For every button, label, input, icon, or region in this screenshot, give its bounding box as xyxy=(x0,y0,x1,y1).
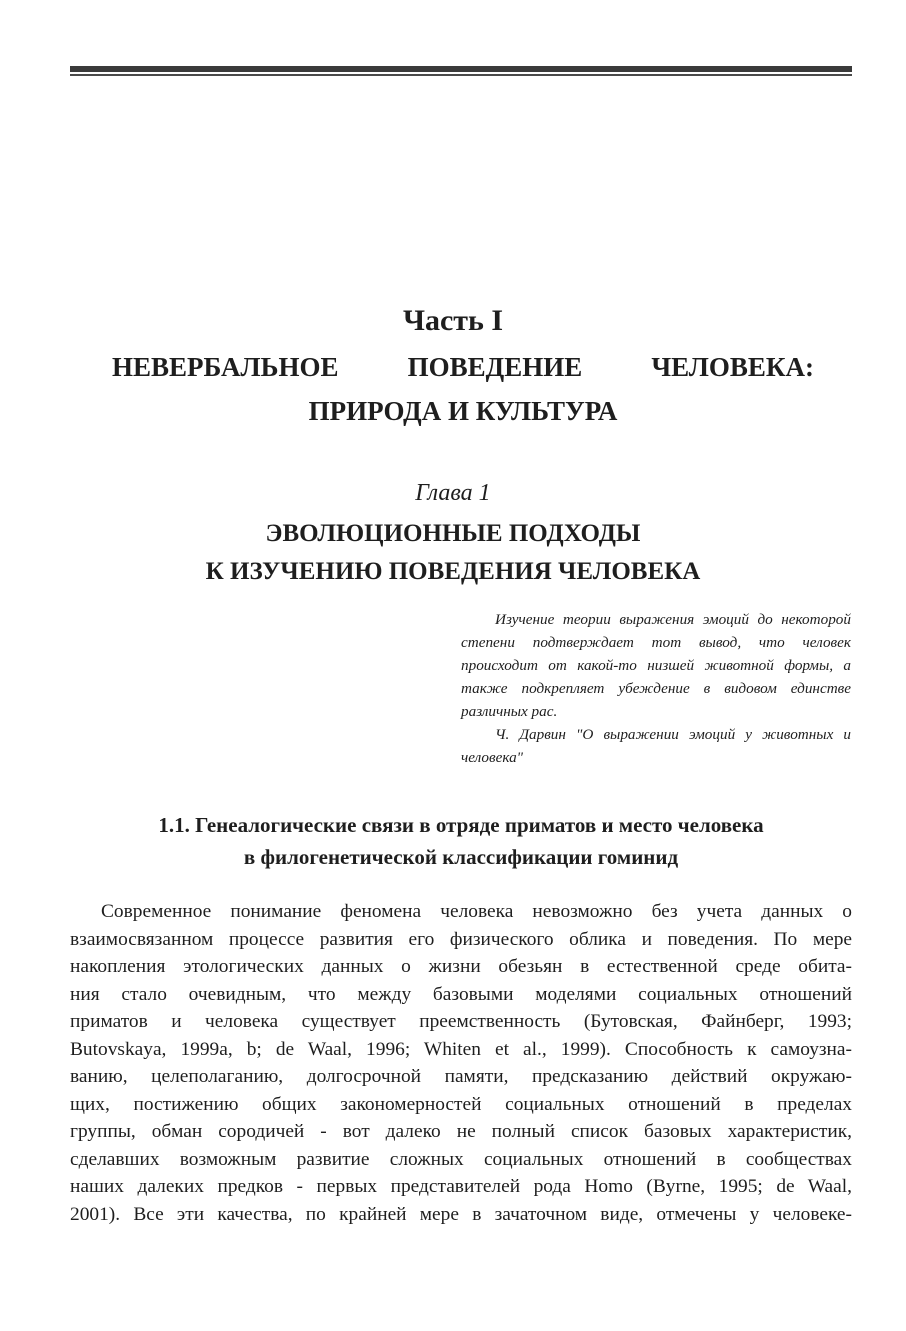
top-rule-thin xyxy=(70,74,852,76)
body-line: приматов и человека существует преемственность (Бутовская, Файнберг, 1993; xyxy=(70,1011,852,1032)
chapter-title-line1: ЭВОЛЮЦИОННЫЕ ПОДХОДЫ xyxy=(265,520,641,547)
part-title-line1 xyxy=(112,345,814,389)
epigraph-quote: Изучение теории выражения эмоций до некоторой степени подтверждает тот вывод, что человек происходит от какой-то низшей животной формы, а также подкрепляет убеждение в видовом единстве различных рас. xyxy=(461,611,851,720)
chapter-label: Глава 1 xyxy=(415,480,491,506)
part-label: Часть I xyxy=(402,304,504,337)
part-title-word: ПОВЕДЕНИЕ xyxy=(407,352,583,382)
top-rule-thick xyxy=(70,66,852,72)
section-heading xyxy=(70,809,852,873)
part-title xyxy=(112,345,814,433)
body-line: группы, обман сородичей - вот далеко не полный список базовых характеристик, xyxy=(70,1121,852,1142)
body-line: взаимосвязанном процессе развития его физического облика и поведения. По мере xyxy=(70,928,852,950)
chapter-title xyxy=(0,515,906,591)
body-paragraph xyxy=(70,898,852,1228)
epigraph xyxy=(461,608,851,769)
body-line: щих, постижению общих закономерностей социальных отношений в пределах xyxy=(70,1093,852,1115)
section-heading-line2: в филогенетической классификации гоминид xyxy=(243,845,679,869)
part-title-line2: ПРИРОДА И КУЛЬТУРА xyxy=(308,396,618,426)
body-line: Современное понимание феномена человека невозможно без учета данных о xyxy=(101,901,852,922)
body-line: накопления этологических данных о жизни обезьян в естественной среде обита- xyxy=(70,956,852,977)
body-line: ния стало очевидным, что между базовыми моделями социальных отношений xyxy=(70,983,852,1005)
body-line: ванию, целеполаганию, долгосрочной памяти, предсказанию действий окружаю- xyxy=(70,1066,852,1087)
epigraph-source: Ч. Дарвин "О выражении эмоций у животных и человека" xyxy=(461,726,851,766)
body-line: Butovskaya, 1999a, b; de Waal, 1996; Whiten et al., 1999). Способность к самоузна- xyxy=(70,1038,852,1060)
part-title-word: ЧЕЛОВЕКА: xyxy=(651,352,814,382)
body-line: сделавших возможным развитие сложных социальных отношений в сообществах xyxy=(70,1148,852,1170)
chapter-title-line2: К ИЗУЧЕНИЮ ПОВЕДЕНИЯ ЧЕЛОВЕКА xyxy=(205,558,701,585)
top-rule xyxy=(70,66,852,76)
body-line: 2001). Все эти качества, по крайней мере в зачаточном виде, отмечены у человеке- xyxy=(70,1203,852,1225)
part-title-word: НЕВЕРБАЛЬНОЕ xyxy=(112,352,339,382)
body-line: наших далеких предков - первых представителей рода Homo (Byrne, 1995; de Waal, xyxy=(70,1176,852,1197)
section-heading-line1: 1.1. Генеалогические связи в отряде приматов и место человека xyxy=(158,813,764,837)
